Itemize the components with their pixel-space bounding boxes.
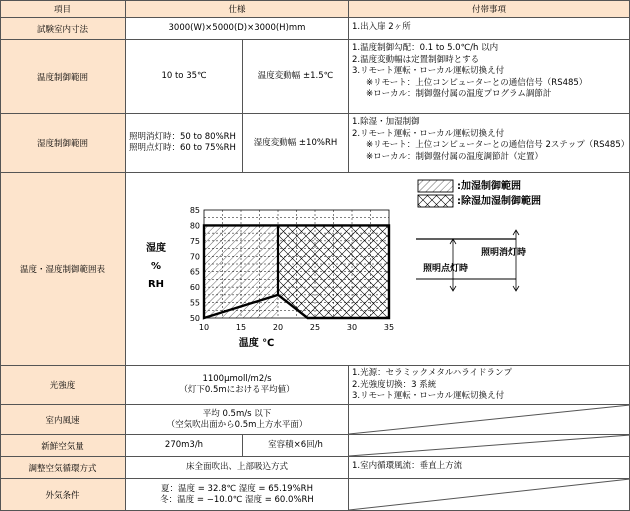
note-line: 1.室内循環風流：垂直上方流 [352, 461, 463, 471]
legend-label: :除湿加湿制御範囲 [457, 196, 541, 207]
note-line: 1.温度制御勾配：0.1 to 5.0℃/h 以内 [352, 43, 499, 53]
x-tick-label: 15 [235, 323, 247, 332]
note-line: 3.リモート運転・ローカル運転切換え付 [352, 66, 505, 76]
y-tick-label: 70 [189, 252, 200, 262]
summer-line: 夏：温度 = 32.8℃ 湿度 = 65.19%RH [161, 483, 313, 494]
empty-diagonal [349, 405, 630, 435]
notes-humid-range [349, 114, 630, 173]
wind-note: （空気吹出面から0.5m上方水平面） [166, 419, 308, 430]
humid-on-line: 照明点灯時：60 to 75%RH [129, 143, 236, 153]
notes-room-size [349, 18, 630, 40]
x-axis-label: 温度 ℃ [238, 338, 275, 349]
legend-label: :加湿制御範囲 [457, 181, 521, 192]
note-line: ※リモート：上位コンピューターとの通信信号 2ステップ（RS485） [366, 140, 630, 150]
label-chart: 温度・湿度制御範囲表 [0, 173, 126, 366]
x-tick-label: 35 [383, 323, 395, 332]
note-line: 1.除湿・加湿制御 [352, 117, 420, 127]
x-tick-label: 25 [309, 323, 321, 332]
chart-cell [126, 173, 630, 366]
label-outdoor: 外気条件 [0, 479, 126, 511]
y-tick-label: 65 [189, 267, 200, 277]
y-axis-label: RH [147, 279, 165, 290]
note-line: 3.リモート運転・ローカル運転切換え付 [352, 391, 505, 401]
legend-swatch-dehumidify [418, 195, 453, 207]
spec-wind [126, 405, 349, 435]
spec-temp-fluct: 温度変動幅 ±1.5℃ [243, 40, 349, 114]
spec-outdoor [126, 479, 349, 511]
spec-room-size: 3000(W)×5000(D)×3000(H)mm [126, 18, 349, 40]
y-axis-label: 湿度 [146, 243, 166, 254]
y-axis-label: % [150, 261, 162, 272]
y-tick-label: 85 [189, 206, 200, 215]
notes-outdoor-empty [349, 479, 630, 511]
note-line: ※リモート：上位コンピューターとの通信信号（RS485） [366, 77, 588, 88]
note-line: 1.出入扉 2ヶ所 [352, 22, 411, 32]
label-room-size: 試験室内寸法 [0, 18, 126, 40]
header-notes: 付帯事項 [349, 0, 630, 18]
annotation-lights-on: 照明点灯時 [423, 264, 469, 274]
spec-air-mode: 床全面吹出、上部吸込方式 [126, 457, 349, 479]
note-line: 2.温度変動幅は定置制御時とする [352, 54, 480, 65]
empty-diagonal [349, 479, 630, 511]
region-dehumidify-humidify [278, 225, 389, 318]
y-tick-label: 60 [189, 283, 200, 293]
empty-diagonal [349, 435, 630, 457]
label-fresh-air: 新鮮空気量 [0, 435, 126, 457]
notes-fresh-air-empty [349, 435, 630, 457]
wind-value: 平均 0.5m/s 以下 [202, 408, 272, 419]
spec-humid-fluct: 湿度変動幅 ±10%RH [243, 114, 349, 173]
winter-line: 冬：温度 = −10.0℃ 湿度 = 60.0%RH [160, 494, 314, 505]
y-tick-label: 80 [189, 221, 200, 231]
humid-off-line: 照明消灯時：50 to 80%RH [129, 132, 236, 142]
notes-light [349, 366, 630, 405]
header-spec: 仕様 [126, 0, 349, 18]
annotation-lights-off: 照明消灯時 [481, 248, 527, 258]
x-tick-label: 20 [272, 323, 284, 332]
chart-annotations [416, 230, 526, 291]
chart-regions [204, 225, 389, 318]
notes-wind-empty [349, 405, 630, 435]
label-light: 光強度 [0, 366, 126, 405]
x-tick-label: 10 [198, 323, 210, 332]
light-note: （灯下0.5mにおける平均値） [179, 385, 295, 395]
spec-humid-range [126, 114, 243, 173]
spec-fresh-air: 270m3/h [126, 435, 243, 457]
region-humidify [204, 225, 278, 318]
label-temp-range: 温度制御範囲 [0, 40, 126, 114]
x-tick-label: 30 [346, 323, 358, 332]
label-wind: 室内風速 [0, 405, 126, 435]
y-tick-label: 75 [189, 236, 200, 246]
label-humid-range: 湿度制御範囲 [0, 114, 126, 173]
notes-air-mode [349, 457, 630, 479]
note-line: 2.リモート運転・ローカル運転切換え付 [352, 128, 505, 139]
label-air-mode: 調整空気循環方式 [0, 457, 126, 479]
light-value: 1100μmoll/m2/s [202, 374, 272, 384]
chart-legend [418, 179, 541, 207]
y-tick-label: 55 [189, 298, 200, 308]
note-line: 1.光源：セラミックメタルハライドランプ [352, 368, 513, 378]
temp-humidity-chart [126, 173, 630, 365]
spec-room-volume: 室容積×6回/h [243, 435, 349, 457]
legend-swatch-humidify [418, 180, 453, 192]
note-line: 2.光強度切換：3 系統 [352, 379, 437, 390]
note-line: ※ローカル：制御盤付属の温度プログラム調節計 [366, 89, 552, 99]
notes-temp-range [349, 40, 630, 114]
note-line: ※ローカル：制御盤付属の温度調節計（定置） [366, 151, 543, 162]
spec-light [126, 366, 349, 405]
header-item: 項目 [0, 0, 126, 18]
y-tick-label: 50 [189, 314, 200, 323]
spec-temp-range: 10 to 35℃ [126, 40, 243, 114]
